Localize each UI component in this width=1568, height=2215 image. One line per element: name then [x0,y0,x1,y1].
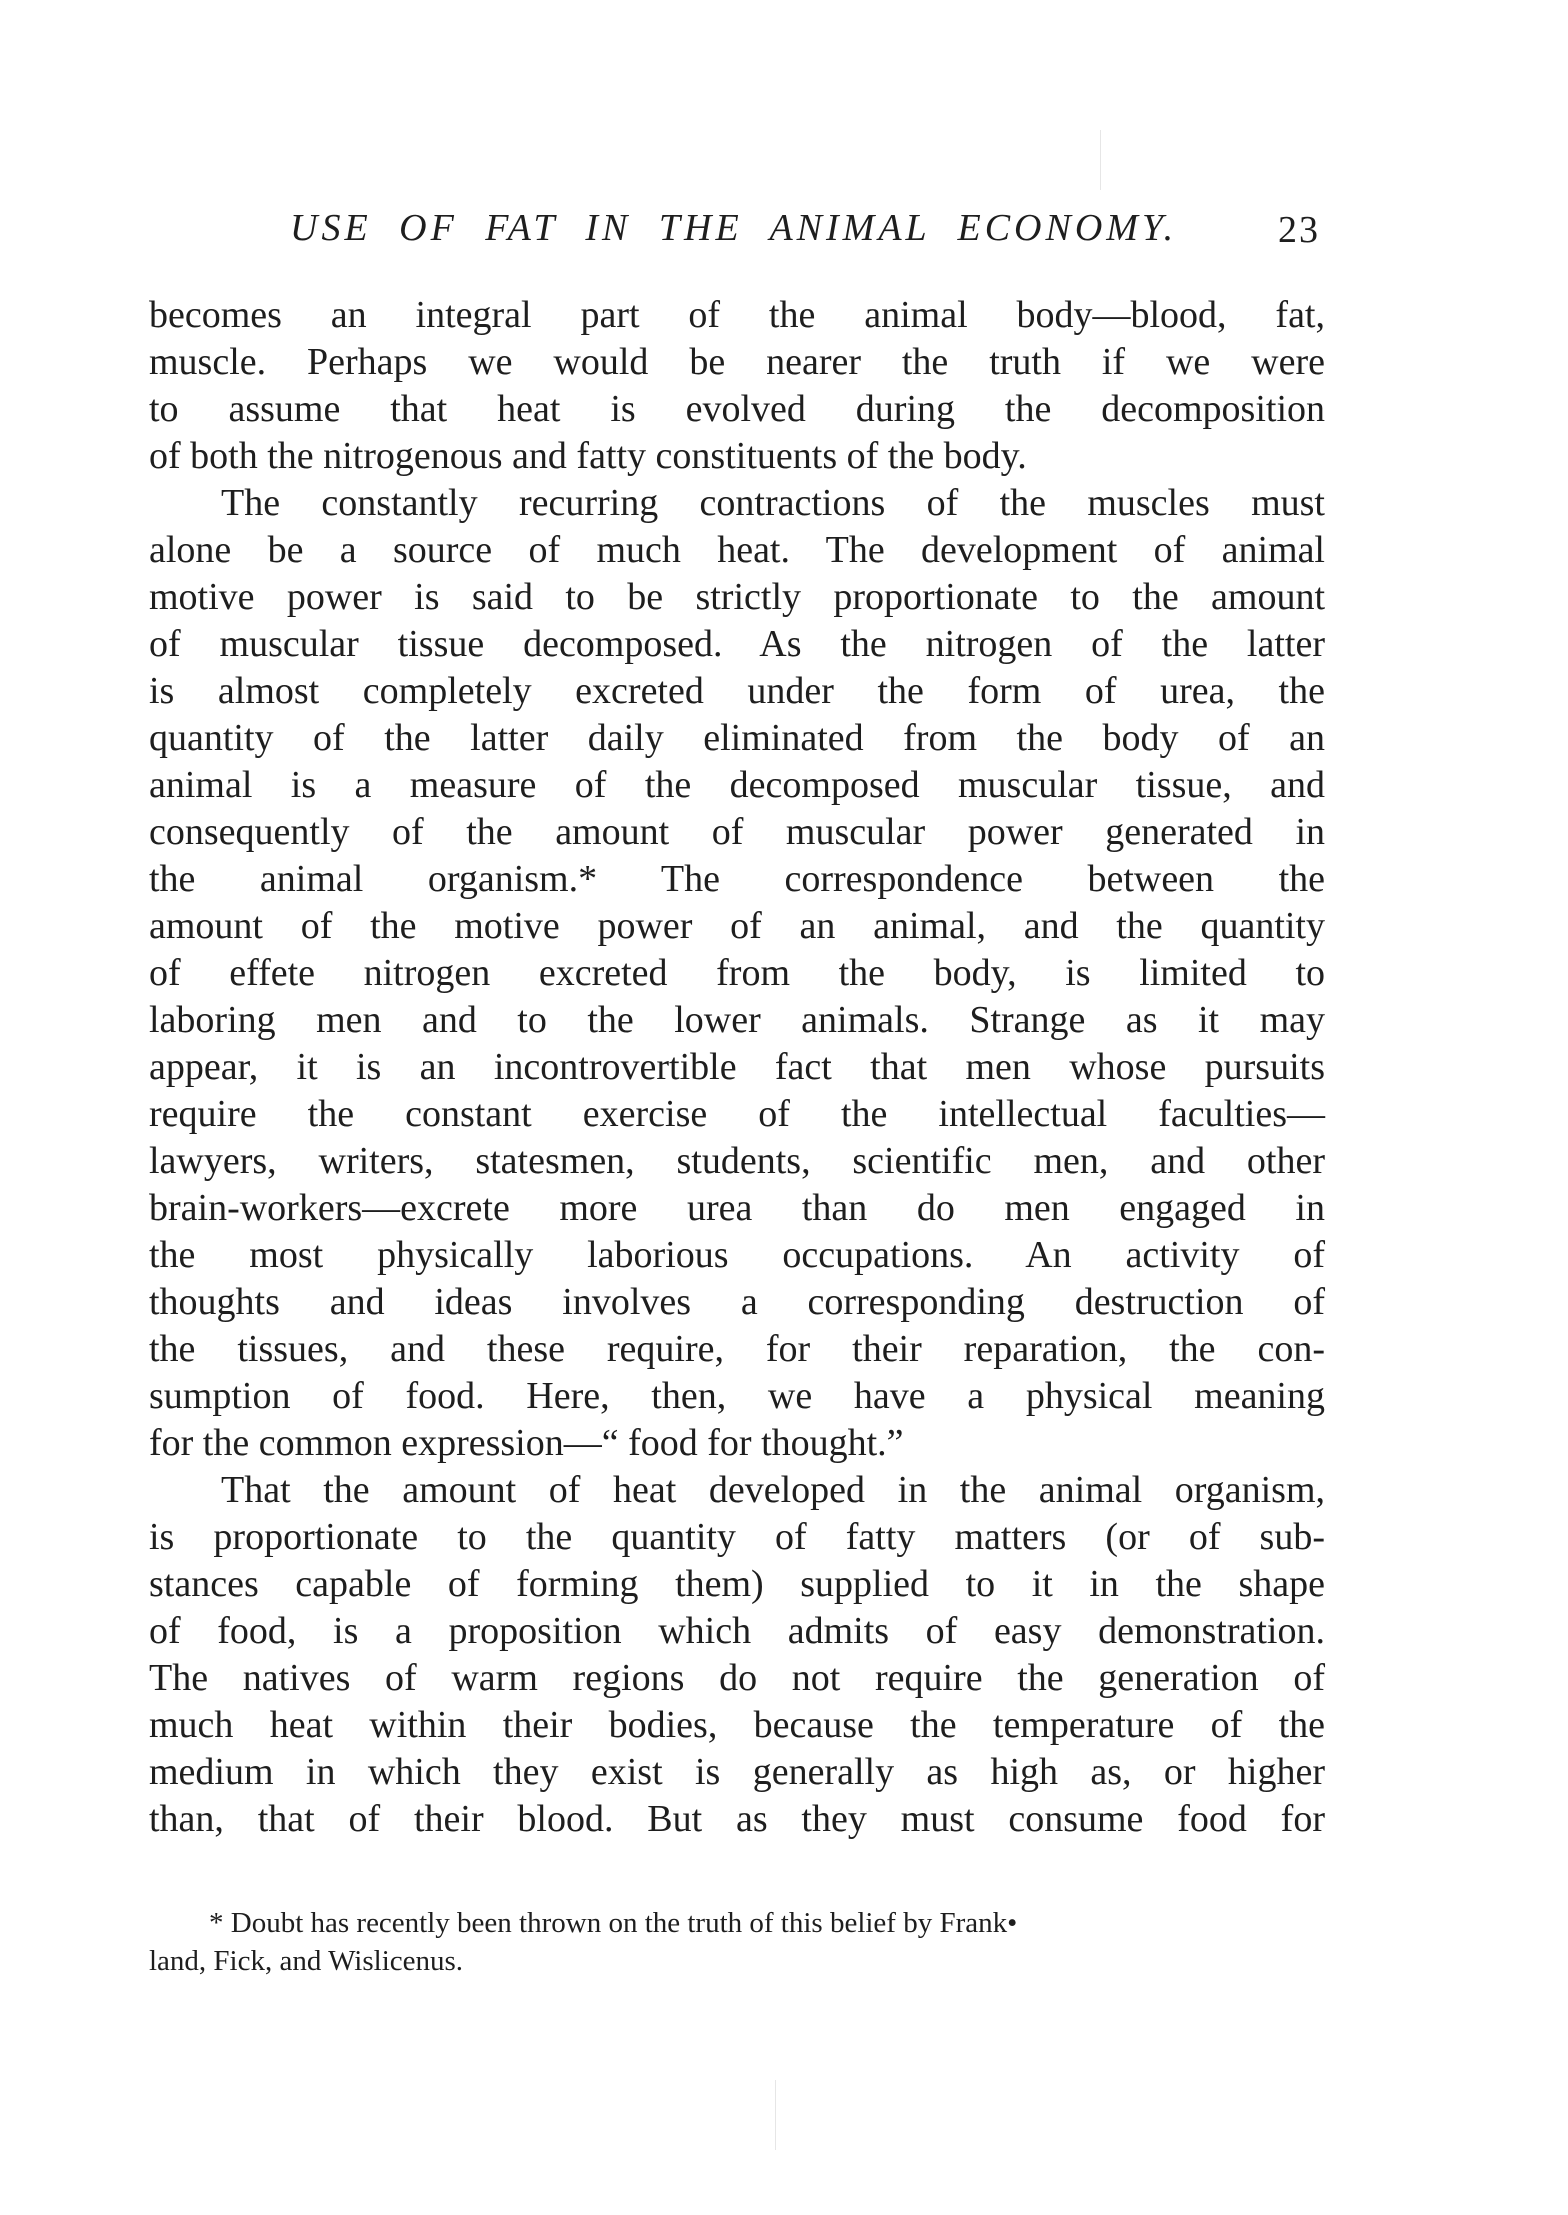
scan-artifact-top [1100,130,1101,190]
text-line: require the constant exercise of the intellectual faculties— [149,1093,1325,1135]
text-line: the most physically laborious occupations. An activity of [149,1234,1325,1276]
text-line: is proportionate to the quantity of fatty matters (or of sub- [149,1516,1325,1558]
running-head [290,206,1320,266]
text-line: of both the nitrogenous and fatty constituents of the body. [149,435,1027,477]
paragraph-first-line: The constantly recurring contractions of the muscles must [221,482,1325,524]
text-line: alone be a source of much heat. The development of animal [149,529,1325,571]
text-line: brain-workers—excrete more urea than do men engaged in [149,1187,1325,1229]
text-line: than, that of their blood. But as they must consume food for [149,1798,1325,1840]
text-line: animal is a measure of the decomposed muscular tissue, and [149,764,1325,806]
text-line: sumption of food. Here, then, we have a physical meaning [149,1375,1325,1417]
text-line: is almost completely excreted under the form of urea, the [149,670,1325,712]
text-line: for the common expression—“ food for thought.” [149,1422,904,1464]
text-line: of effete nitrogen excreted from the body, is limited to [149,952,1325,994]
text-line: motive power is said to be strictly proportionate to the amount [149,576,1325,618]
page-number: 23 [1278,209,1320,251]
footnote-line: * Doubt has recently been thrown on the truth of this belief by Frank• [209,1907,1018,1939]
text-line: to assume that heat is evolved during the decomposition [149,388,1325,430]
text-line: stances capable of forming them) supplied to it in the shape [149,1563,1325,1605]
scan-artifact-bottom [775,2080,776,2150]
text-line: the animal organism.* The correspondence between the [149,858,1325,900]
text-line: of muscular tissue decomposed. As the nitrogen of the latter [149,623,1325,665]
footnote [149,1904,1325,1980]
text-line: amount of the motive power of an animal, and the quantity [149,905,1325,947]
text-line: quantity of the latter daily eliminated from the body of an [149,717,1325,759]
text-line: much heat within their bodies, because the temperature of the [149,1704,1325,1746]
text-line: lawyers, writers, statesmen, students, scientific men, and other [149,1140,1325,1182]
text-line: the tissues, and these require, for their reparation, the con- [149,1328,1325,1370]
text-line: laboring men and to the lower animals. Strange as it may [149,999,1325,1041]
text-line: The natives of warm regions do not require the generation of [149,1657,1325,1699]
running-title: USE OF FAT IN THE ANIMAL ECONOMY. [290,207,1178,249]
text-line: medium in which they exist is generally as high as, or higher [149,1751,1325,1793]
text-line: becomes an integral part of the animal body—blood, fat, [149,294,1325,336]
paragraph-first-line: That the amount of heat developed in the animal organism, [221,1469,1325,1511]
text-line: of food, is a proposition which admits of easy demonstration. [149,1610,1325,1652]
text-line: muscle. Perhaps we would be nearer the truth if we were [149,341,1325,383]
text-line: consequently of the amount of muscular power generated in [149,811,1325,853]
text-line: appear, it is an incontrovertible fact that men whose pursuits [149,1046,1325,1088]
footnote-line: land, Fick, and Wislicenus. [149,1945,464,1977]
body-text [149,292,1325,1843]
text-line: thoughts and ideas involves a corresponding destruction of [149,1281,1325,1323]
